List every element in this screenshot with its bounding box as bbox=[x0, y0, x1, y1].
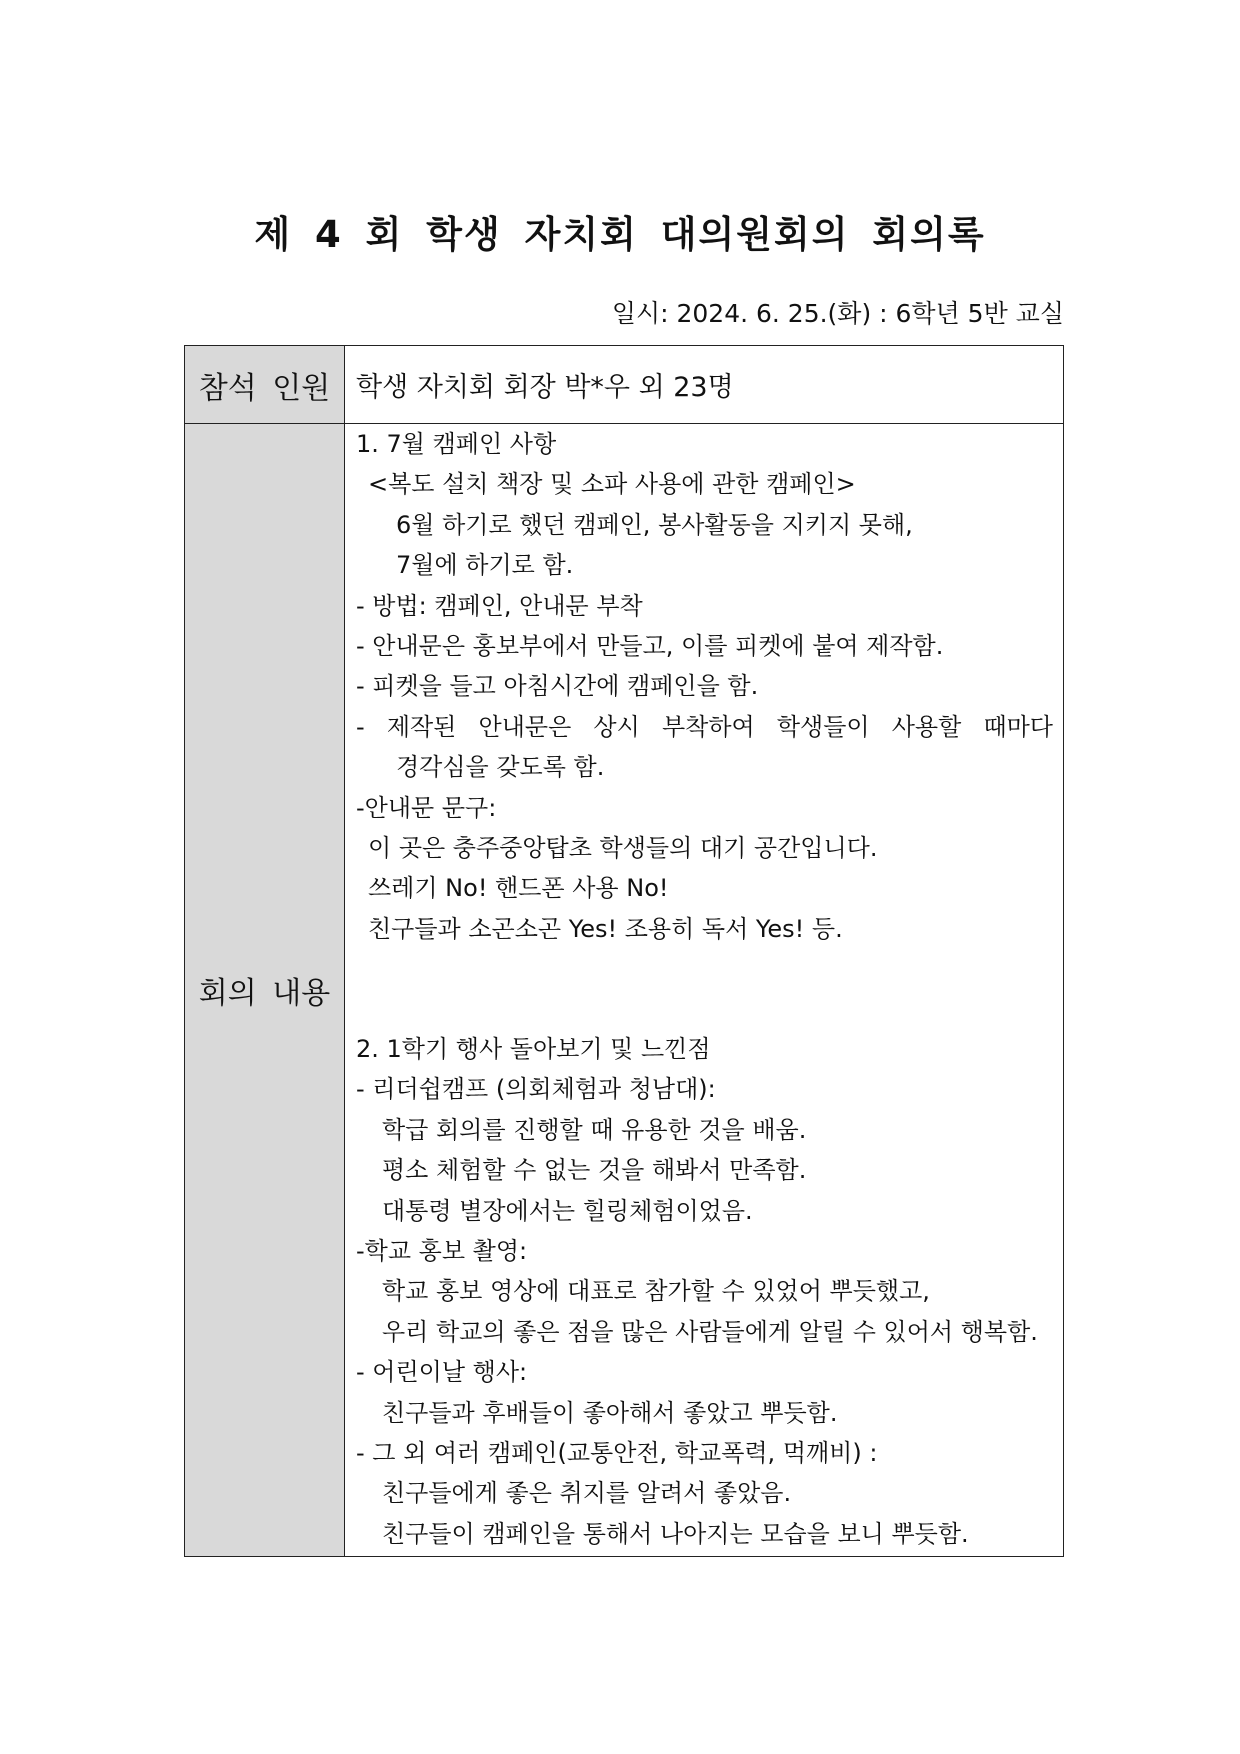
content-line: - 제작된 안내문은 상시 부착하여 학생들이 사용할 때마다 bbox=[356, 712, 1053, 741]
content-line: 경각심을 갖도록 함. bbox=[396, 753, 605, 782]
notice-text-line: 이 곳은 충주중앙탑초 학생들의 대기 공간입니다. bbox=[368, 833, 878, 862]
content-line: -안내문 문구: bbox=[356, 793, 497, 822]
content-line: -학교 홍보 촬영: bbox=[356, 1237, 528, 1266]
content-line: - 피켓을 들고 아침시간에 캠페인을 함. bbox=[356, 672, 759, 701]
content-line: - 그 외 여러 캠페인(교통안전, 학교폭력, 먹깨비) : bbox=[356, 1438, 878, 1467]
notice-text-line: 쓰레기 No! 핸드폰 사용 No! bbox=[368, 874, 669, 903]
content-row bbox=[185, 424, 1064, 1557]
minutes-table bbox=[184, 345, 1064, 1557]
content-label: 회의 내용 bbox=[185, 424, 345, 1557]
document-title: 제 4 회 학생 자치회 대의원회의 회의록 bbox=[254, 213, 986, 256]
attendees-label: 참석 인원 bbox=[185, 346, 345, 424]
content-line: - 어린이날 행사: bbox=[356, 1358, 528, 1387]
section-spacer bbox=[356, 949, 1053, 1029]
campaign-subject: <복도 설치 책장 및 소파 사용에 관한 캠페인> bbox=[368, 470, 856, 499]
content-line: - 리더쉽캠프 (의회체험과 청남대): bbox=[356, 1075, 716, 1104]
notice-text-line: 친구들과 소곤소곤 Yes! 조용히 독서 Yes! 등. bbox=[368, 914, 843, 943]
content-line: 친구들과 후배들이 좋아해서 좋았고 뿌듯함. bbox=[382, 1398, 838, 1427]
content-line: 우리 학교의 좋은 점을 많은 사람들에게 알릴 수 있어서 행복함. bbox=[382, 1317, 1038, 1346]
meeting-content bbox=[345, 424, 1064, 1557]
content-line: 학교 홍보 영상에 대표로 참가할 수 있었어 뿌듯했고, bbox=[382, 1277, 930, 1306]
content-line: - 방법: 캠페인, 안내문 부착 bbox=[356, 591, 643, 620]
content-line: 평소 체험할 수 없는 것을 해봐서 만족함. bbox=[382, 1156, 807, 1185]
content-line: 친구들에게 좋은 취지를 알려서 좋았음. bbox=[382, 1479, 792, 1508]
content-line: 6월 하기로 했던 캠페인, 봉사활동을 지키지 못해, bbox=[396, 510, 913, 539]
content-line: 대통령 별장에서는 힐링체험이었음. bbox=[382, 1196, 753, 1225]
content-line: 7월에 하기로 함. bbox=[396, 551, 574, 580]
content-line: 친구들이 캠페인을 통해서 나아지는 모습을 보니 뿌듯함. bbox=[382, 1519, 969, 1548]
meeting-date-location: 일시: 2024. 6. 25.(화) : 6학년 5반 교실 bbox=[611, 299, 1064, 328]
section-heading: 2. 1학기 행사 돌아보기 및 느낀점 bbox=[356, 1035, 711, 1064]
content-line: - 안내문은 홍보부에서 만들고, 이를 피켓에 붙여 제작함. bbox=[356, 631, 944, 660]
attendees-value: 학생 자치회 회장 박*우 외 23명 bbox=[345, 346, 1064, 424]
attendees-row bbox=[185, 346, 1064, 424]
section-heading: 1. 7월 캠페인 사항 bbox=[356, 430, 557, 458]
content-line: 학급 회의를 진행할 때 유용한 것을 배움. bbox=[382, 1115, 807, 1144]
